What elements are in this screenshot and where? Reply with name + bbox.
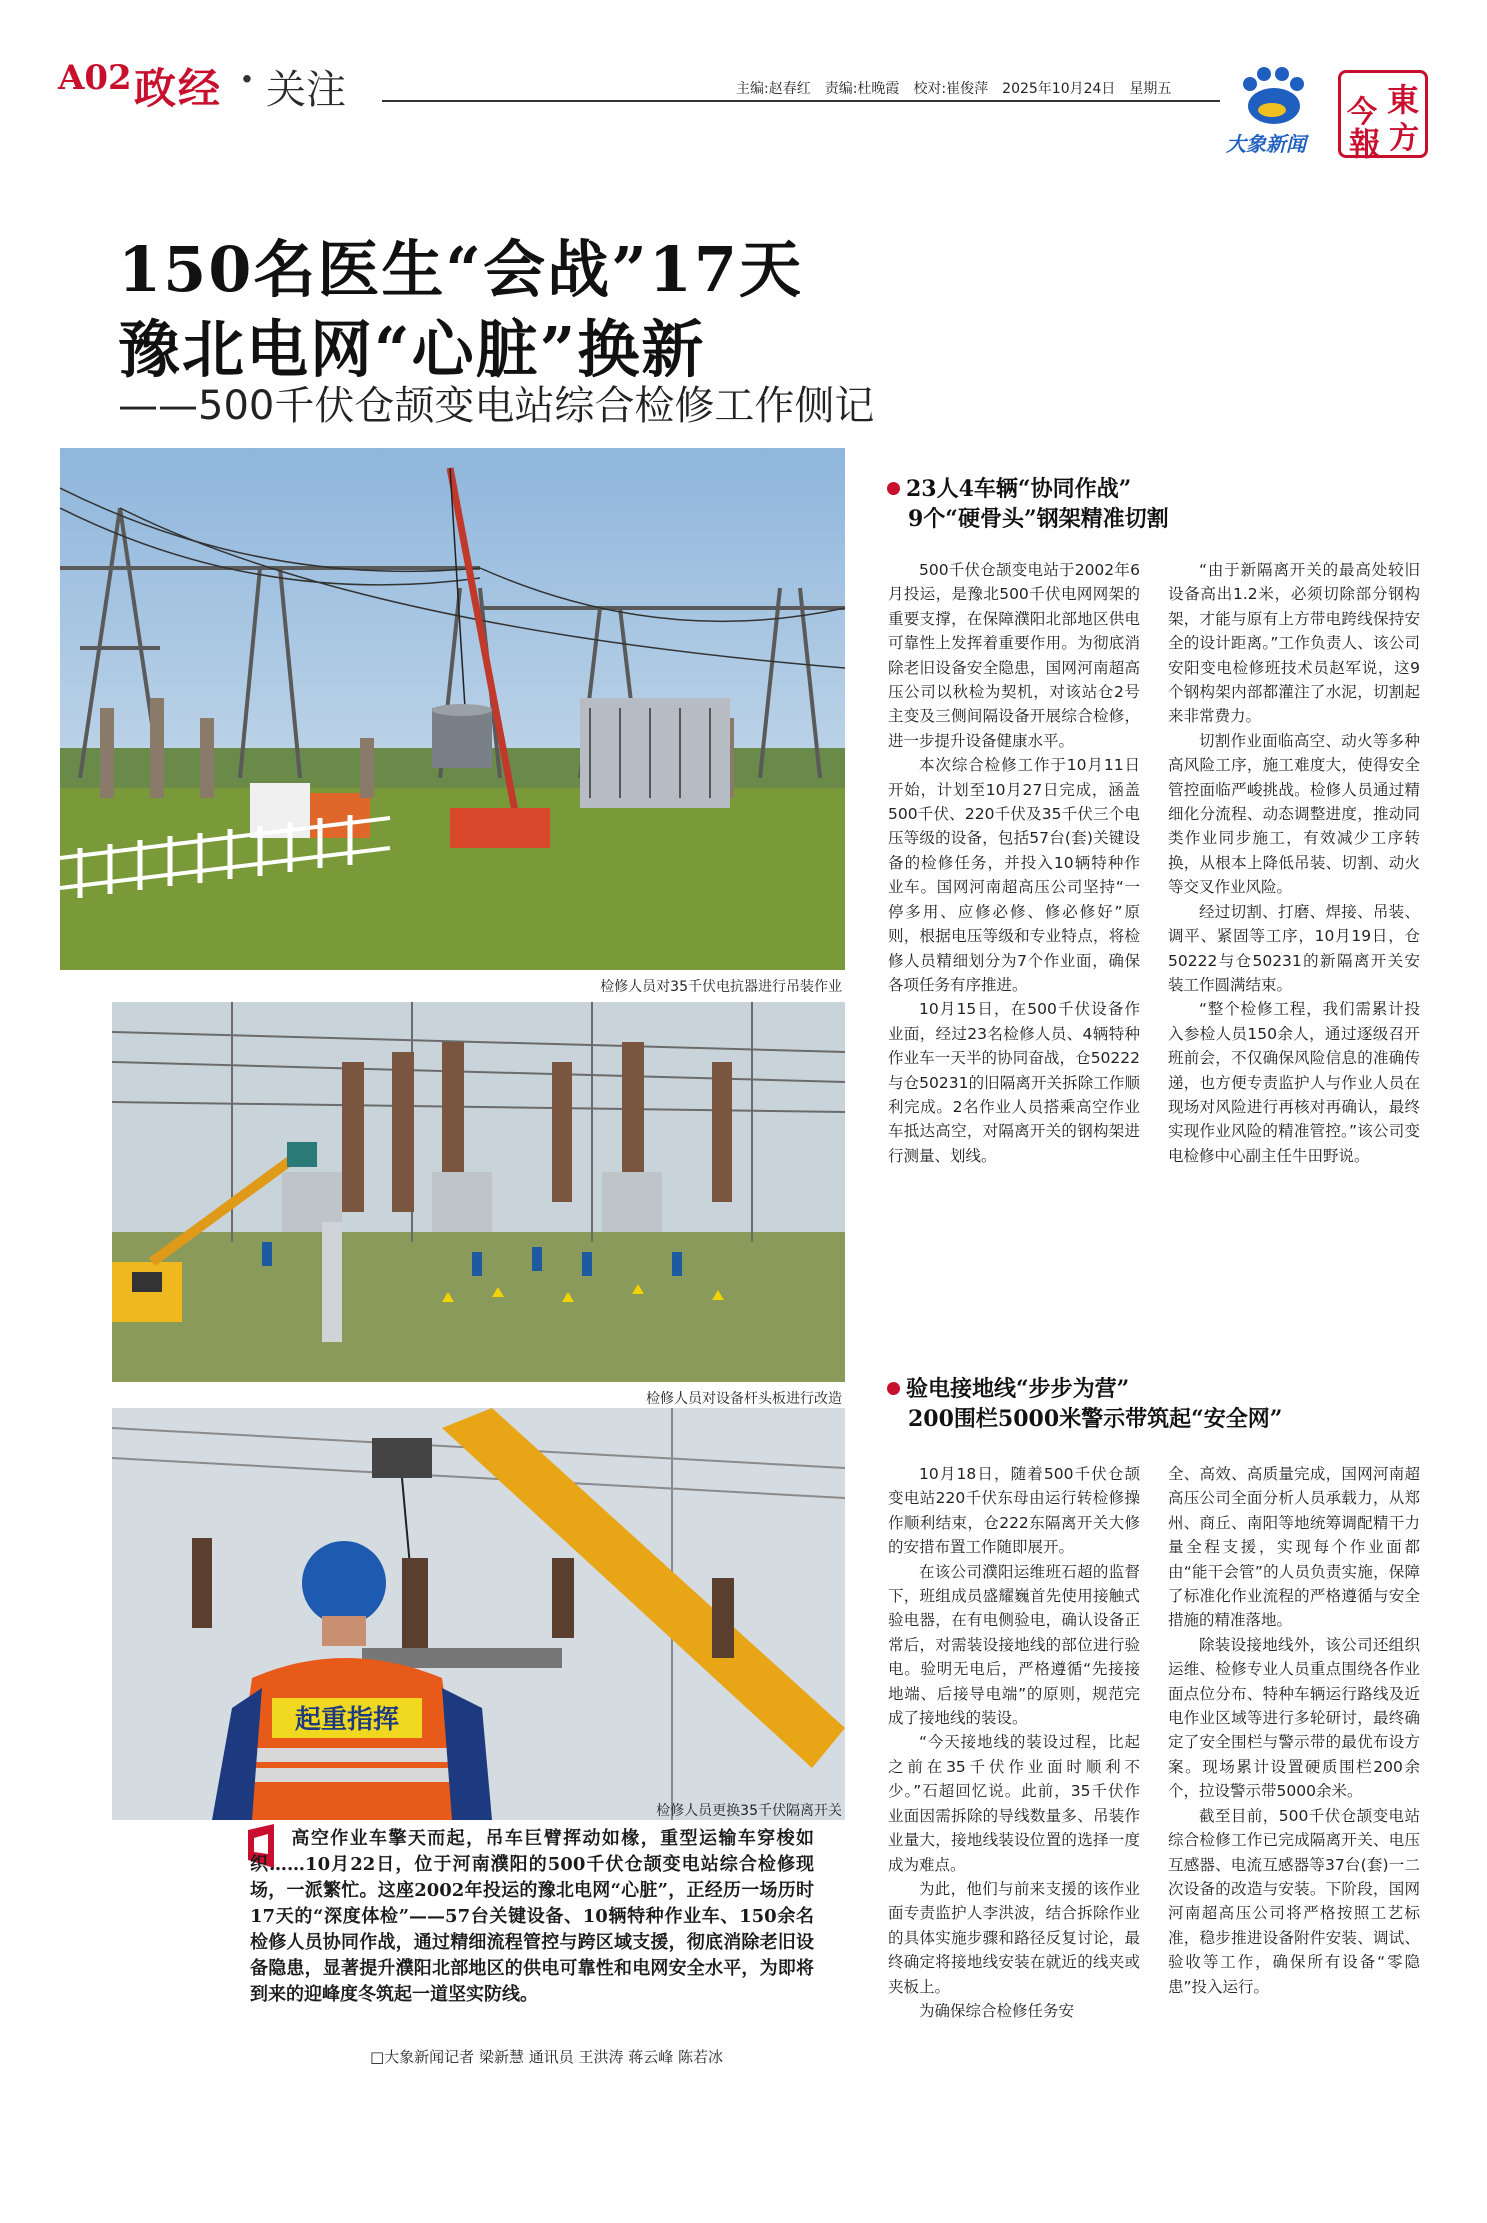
s1c2-paragraph: 切割作业面临高空、动火等多种高风险工序，施工难度大，使得安全管控面临严峻挑战。检修人员通过精细化分流程、动态调整进度，推动同类作业同步施工，有效减少工序转换，从根本上降低吊装、切割、动火等交叉作业风险。 [1168,731,1420,897]
section-1-title-2: 9个“硬骨头”钢架精准切割 [908,506,1169,532]
vest-text: 起重指挥 [294,1705,400,1735]
section-1-column-1 [888,558,1140,1298]
s2c2-paragraph: 除装设接地线外，该公司还组织运维、检修专业人员重点围绕各作业面点位分布、特种车辆运行路线及近电作业区域等进行多轮研讨，最终确定了安全围栏与警示带的最优布设方案。现场累计设置硬质围栏200余个，拉设警示带5000余米。 [1168,1635,1420,1801]
responsible-editor: 责编:杜晚霞 [824,81,900,97]
byline: □大象新闻记者 梁新慧 通讯员 王洪涛 蒋云峰 陈若冰 [370,2048,724,2066]
s1c2-paragraph: “由于新隔离开关的最高处较旧设备高出1.2米，必须切除部分钢构架，才能与原有上方带电跨线保持安全的设计距离。”工作负责人、该公司安阳变电检修班技术员赵军说，这9个钢构架内部都灌注了水泥，切割起来非常费力。 [1168,561,1420,726]
section-1-bullet [887,482,900,495]
photo-3-caption: 检修人员更换35千伏隔离开关 [656,1803,842,1819]
photo-bracket-retrofit [112,1002,845,1382]
section-2-title-1: 验电接地线“步步为营” [906,1376,1130,1402]
photo-isolator-replacement [112,1408,845,1820]
photo-reactor-lifting [60,448,845,970]
s1c1-paragraph: 本次综合检修工作于10月11日开始，计划至10月27日完成，涵盖500千伏、220千伏及35千伏三个电压等级的设备，包括57台(套)关键设备的检修任务，并投入10辆特种作业车。国网河南超高压公司坚持“一停多用、应修必修、修必修好”原则，根据电压等级和专业特点，将检修人员精细划分为7个作业面，确保各项任务有序推进。 [888,756,1140,994]
page-code: A02 [58,58,132,98]
s1c1-paragraph: 500千伏仓颉变电站于2002年6月投运，是豫北500千伏电网网架的重要支撑，在保障濮阳北部地区供电可靠性上发挥着重要作用。为彻底消除老旧设备安全隐患，国网河南超高压公司以秋检为契机，对该站仓2号主变及三侧间隔设备开展综合检修，进一步提升设备健康水平。 [888,561,1140,750]
proofreader: 校对:崔俊萍 [913,81,989,97]
s1c2-paragraph: “整个检修工程，我们需累计投入参检人员150余人，通过逐级召开班前会，不仅确保风险信息的准确传递，也方便专责监护人与作业人员在现场对风险进行再核对再确认，最终实现作业风险的精准管控。”该公司变电检修中心副主任牛田野说。 [1168,1000,1420,1165]
header-meta [736,78,1185,98]
s2c1-paragraph: 在该公司濮阳运维班石超的监督下，班组成员盛耀巍首先使用接触式验电器，在有电侧验电，确认设备正常后，对需装设接地线的部位进行验电。验明无电后，严格遵循“先接接地端、后接导电端”的原则，规范完成了接地线的装设。 [888,1562,1140,1728]
s2c1-paragraph: “今天接地线的装设过程，比起之前在35千伏作业面时顺利不少。”石超回忆说。此前，35千伏作业面因需拆除的导线数量多、吊装作业量大，接地线装设位置的选择一度成为难点。 [888,1733,1140,1874]
seal-char-3: 報 [1349,125,1382,163]
s2c2-paragraph: 全、高效、高质量完成，国网河南超高压公司全面分析人员承载力，从郑州、商丘、南阳等地统筹调配精干力量全程支援，实现每个作业面都由“能干会管”的人员负责实施，保障了标准化作业流程的严格遵循与安全措施的精准落地。 [1168,1465,1420,1630]
section-name: 政经 [134,64,223,113]
subsection-name: 关注 [266,67,346,113]
seal-char-4: 方 [1389,121,1419,156]
s2c1-paragraph: 为此，他们与前来支援的该作业面专责监护人李洪波，结合拆除作业的具体实施步骤和路径反复讨论，最终确定将接地线安装在就近的线夹或夹板上。 [888,1879,1140,1996]
editor: 主编:赵春红 [736,81,811,97]
section-2-column-2 [1168,1462,1420,2146]
lead-paragraph: 高空作业车擎天而起，吊车巨臂挥动如椽，重型运输车穿梭如织……10月22日，位于河南濮阳的500千伏仓颉变电站综合检修现场，一派繁忙。这座2002年投运的豫北电网“心脏”，正经历一场历时17天的“深度体检”——57台关键设备、10辆特种作业车、150余名检修人员协同作战，通过精细流程管控与跨区域支援，彻底消除老旧设备隐患，显著提升濮阳北部地区的供电可靠性和电网安全水平，为即将到来的迎峰度冬筑起一道坚实防线。 [250,1828,814,2005]
daxiang-news-text: 大象新闻 [1226,132,1306,156]
section-2-title-2: 200围栏5000米警示带筑起“安全网” [908,1406,1283,1432]
header-rule [382,100,1220,102]
photo-1-caption: 检修人员对35千伏电抗器进行吊装作业 [600,979,842,995]
photo-2-caption: 检修人员对设备杆头板进行改造 [646,1391,842,1407]
section-2-bullet [887,1382,900,1395]
s1c1-paragraph: 10月15日，在500千伏设备作业面，经过23名检修人员、4辆特种作业车一天半的协同奋战，仓50222与仓50231的旧隔离开关拆除工作顺利完成。2名作业人员搭乘高空作业车抵达高空，对隔离开关的钢构架进行测量、划线。 [888,1000,1140,1165]
s1c2-paragraph: 经过切割、打磨、焊接、吊装、调平、紧固等工序，10月19日，仓50222与仓50231的新隔离开关安装工作圆满结束。 [1168,902,1420,994]
s2c2-paragraph: 截至目前，500千伏仓颉变电站综合检修工作已完成隔离开关、电压互感器、电流互感器等37台(套)一二次设备的改造与安装。下阶段，国网河南超高压公司将严格按照工艺标准，稳步推进设备附件安装、调试、验收等工作，确保所有设备“零隐患”投入运行。 [1168,1806,1420,1996]
s2c1-paragraph: 10月18日，随着500千伏仓颉变电站220千伏东母由运行转检修操作顺利结束，仓222东隔离开关大修的安措布置工作随即展开。 [888,1465,1140,1557]
section-dot: · [240,56,254,103]
headline-line-2: 豫北电网“心脏”换新 [118,313,706,386]
issue-date: 2025年10月24日 [1002,81,1116,97]
s2c1-paragraph: 为确保综合检修任务安 [919,2001,1075,2020]
seal-char-2: 東 [1387,81,1420,119]
headline-subtitle: ——500千伏仓颉变电站综合检修工作侧记 [118,383,875,429]
seal-char-1: 今 [1347,95,1377,130]
issue-weekday: 星期五 [1129,81,1172,97]
newspaper-seal-logo [1338,70,1428,163]
daxiang-news-logo [1222,62,1332,162]
headline-line-1: 150名医生“会战”17天 [118,233,804,306]
section-1-title-1: 23人4车辆“协同作战” [906,476,1132,502]
section-2-column-1 [888,1462,1140,2146]
section-1-column-2 [1168,558,1420,1298]
